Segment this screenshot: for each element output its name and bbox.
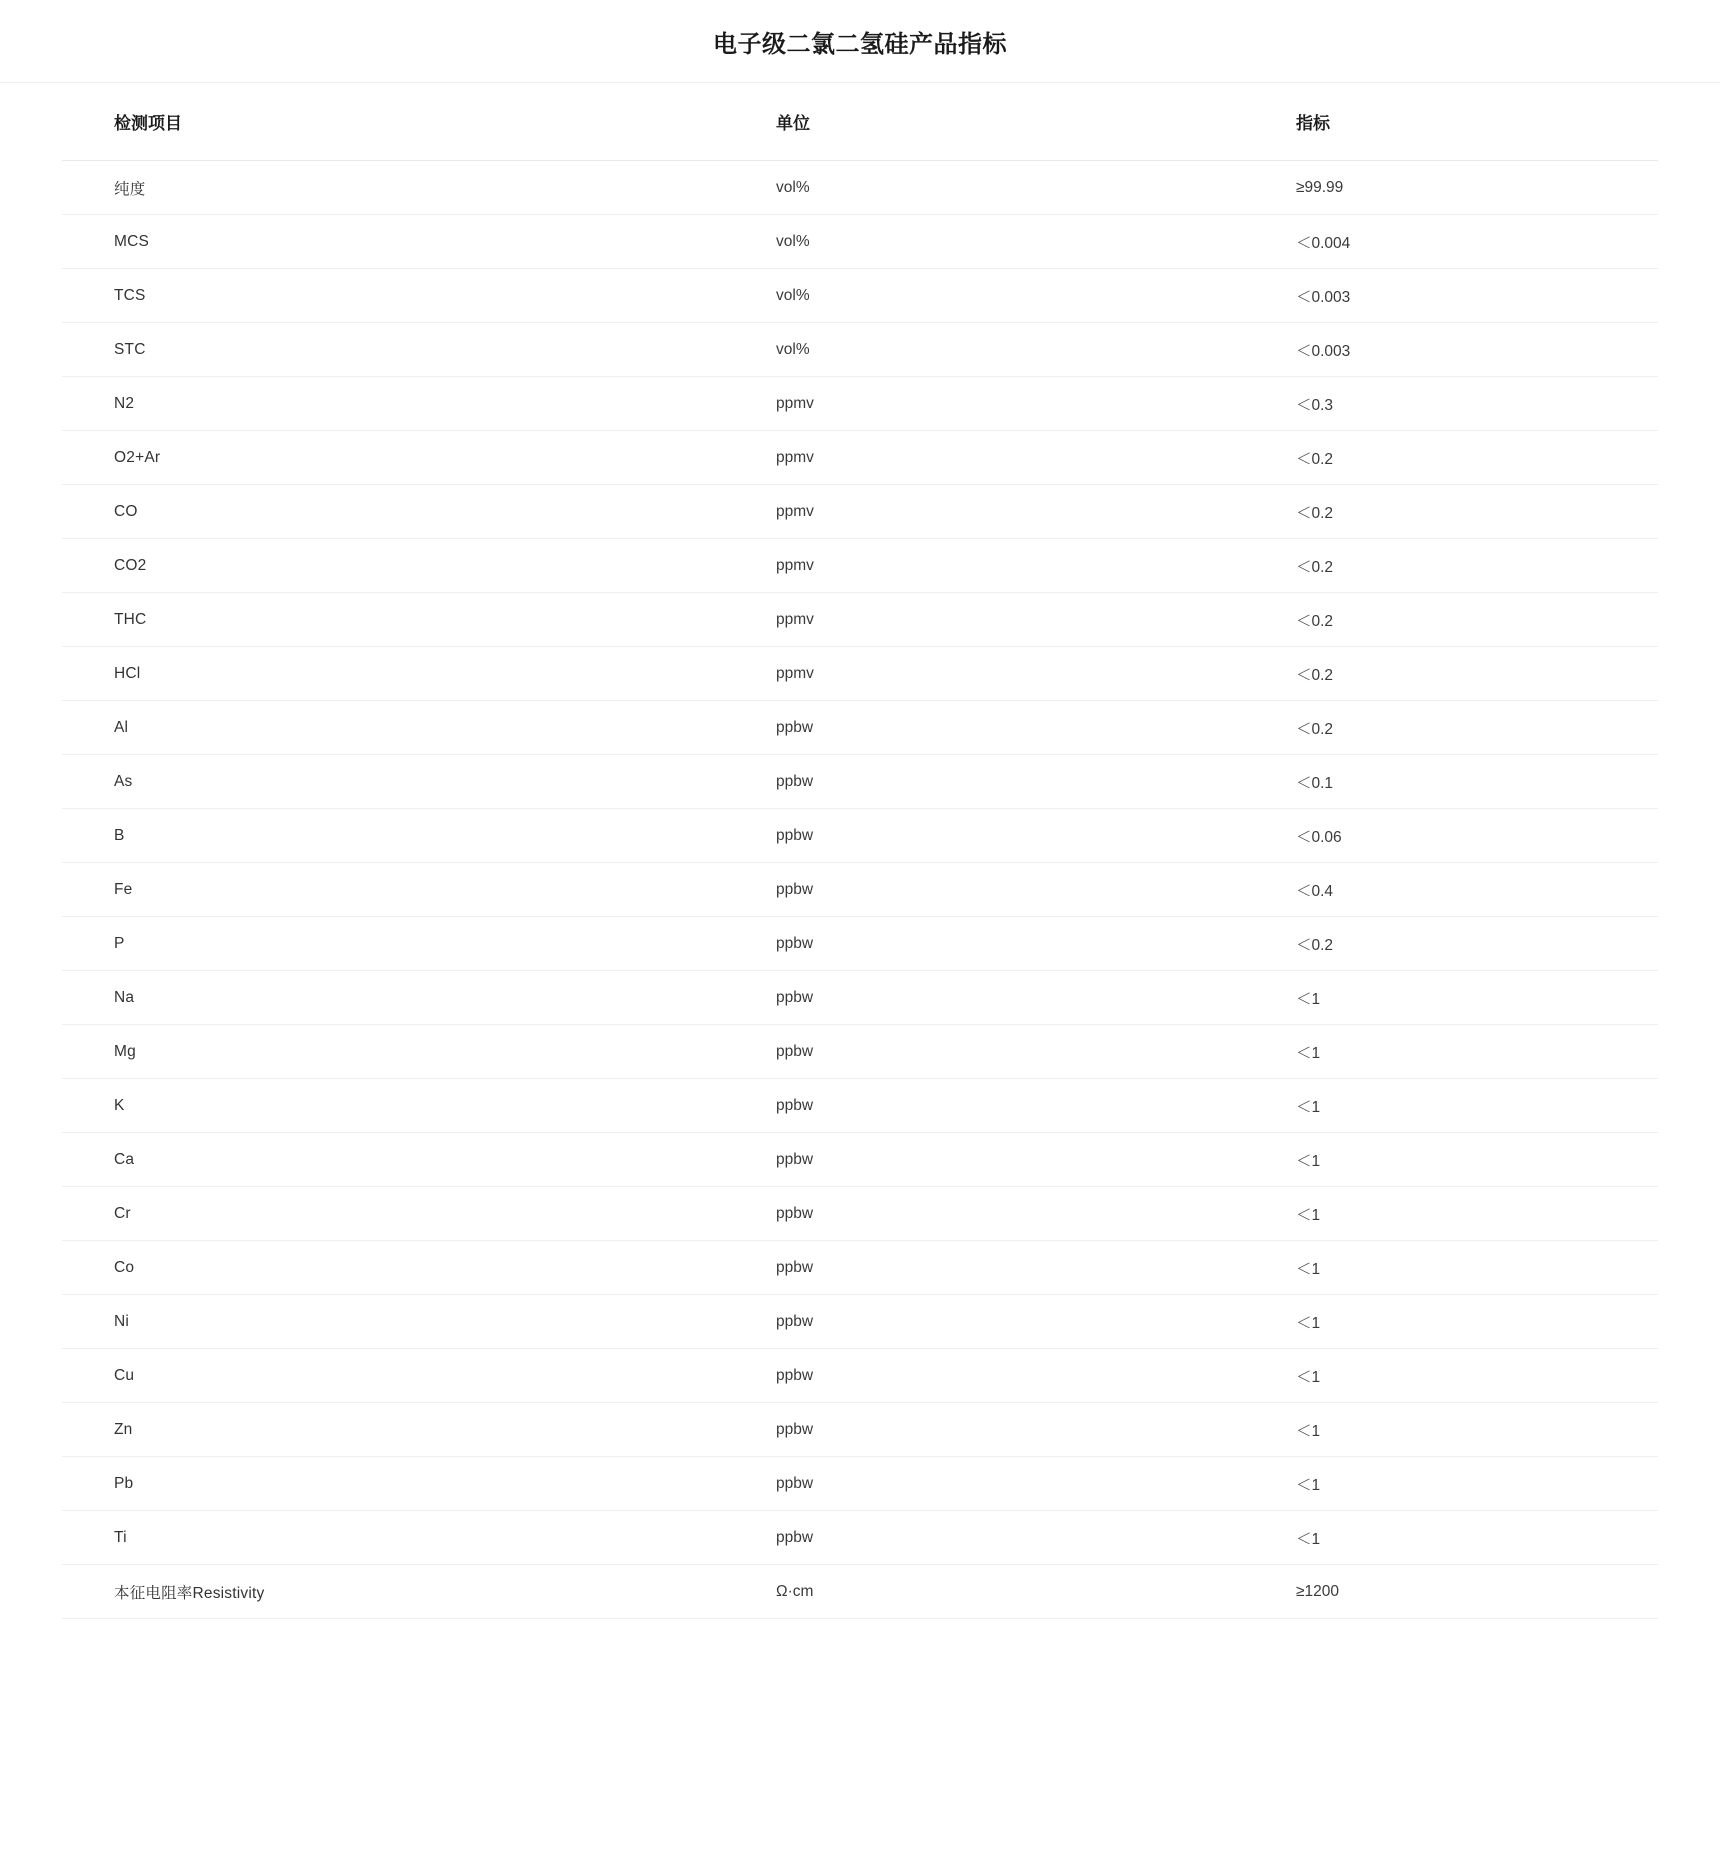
- cell-item: B: [62, 809, 774, 863]
- cell-spec: ＜0.3: [1294, 377, 1658, 431]
- cell-item: Co: [62, 1241, 774, 1295]
- cell-item: K: [62, 1079, 774, 1133]
- column-header-spec: 指标: [1294, 83, 1658, 161]
- table-row: [62, 377, 1658, 431]
- cell-item: Ca: [62, 1133, 774, 1187]
- table-row: [62, 1349, 1658, 1403]
- table-row: [62, 1025, 1658, 1079]
- cell-unit: ppbw: [774, 755, 1294, 809]
- cell-spec: ＜0.2: [1294, 431, 1658, 485]
- table-row: [62, 647, 1658, 701]
- table-row: [62, 1403, 1658, 1457]
- cell-spec: ＜0.2: [1294, 647, 1658, 701]
- table-row: [62, 863, 1658, 917]
- cell-spec: ＜1: [1294, 1349, 1658, 1403]
- cell-spec: ＜1: [1294, 971, 1658, 1025]
- cell-spec: ＜1: [1294, 1187, 1658, 1241]
- table-row: [62, 269, 1658, 323]
- cell-item: N2: [62, 377, 774, 431]
- cell-unit: vol%: [774, 215, 1294, 269]
- cell-item: CO: [62, 485, 774, 539]
- cell-spec: ＜1: [1294, 1241, 1658, 1295]
- cell-item: MCS: [62, 215, 774, 269]
- cell-unit: vol%: [774, 269, 1294, 323]
- cell-spec: ＜0.2: [1294, 701, 1658, 755]
- cell-unit: ppmv: [774, 485, 1294, 539]
- cell-item: Ni: [62, 1295, 774, 1349]
- cell-spec: ＜0.2: [1294, 539, 1658, 593]
- table-row: [62, 701, 1658, 755]
- cell-unit: vol%: [774, 323, 1294, 377]
- table-header: [62, 83, 1658, 161]
- table-row: [62, 917, 1658, 971]
- column-header-item: 检测项目: [62, 83, 774, 161]
- cell-spec: ＜1: [1294, 1403, 1658, 1457]
- cell-spec: ＜1: [1294, 1133, 1658, 1187]
- cell-spec: ＜0.2: [1294, 917, 1658, 971]
- table-row: [62, 1295, 1658, 1349]
- product-spec-table: [62, 83, 1658, 1619]
- cell-item: Na: [62, 971, 774, 1025]
- cell-unit: ppbw: [774, 1187, 1294, 1241]
- cell-item: As: [62, 755, 774, 809]
- cell-item: Fe: [62, 863, 774, 917]
- cell-spec: ＜0.06: [1294, 809, 1658, 863]
- cell-unit: ppmv: [774, 539, 1294, 593]
- table-header-row: [62, 83, 1658, 161]
- cell-unit: Ω·cm: [774, 1565, 1294, 1619]
- cell-item: Ti: [62, 1511, 774, 1565]
- table-row: [62, 809, 1658, 863]
- cell-unit: ppbw: [774, 1457, 1294, 1511]
- table-row: [62, 323, 1658, 377]
- cell-spec: ＜0.003: [1294, 323, 1658, 377]
- column-header-unit: 单位: [774, 83, 1294, 161]
- cell-item: 纯度: [62, 161, 774, 215]
- cell-unit: ppbw: [774, 1349, 1294, 1403]
- table-row: [62, 1565, 1658, 1619]
- cell-item: Cr: [62, 1187, 774, 1241]
- cell-item: Cu: [62, 1349, 774, 1403]
- table-row: [62, 215, 1658, 269]
- table-row: [62, 485, 1658, 539]
- cell-unit: ppbw: [774, 1025, 1294, 1079]
- table-row: [62, 593, 1658, 647]
- cell-unit: ppbw: [774, 1133, 1294, 1187]
- cell-item: Zn: [62, 1403, 774, 1457]
- cell-unit: ppmv: [774, 377, 1294, 431]
- cell-unit: ppbw: [774, 863, 1294, 917]
- table-row: [62, 431, 1658, 485]
- cell-unit: ppbw: [774, 1295, 1294, 1349]
- table-body: [62, 161, 1658, 1619]
- cell-item: CO2: [62, 539, 774, 593]
- cell-item: TCS: [62, 269, 774, 323]
- cell-unit: ppbw: [774, 1241, 1294, 1295]
- table-row: [62, 161, 1658, 215]
- spec-table-container: [0, 83, 1720, 1619]
- cell-item: STC: [62, 323, 774, 377]
- cell-item: Al: [62, 701, 774, 755]
- cell-spec: ＜1: [1294, 1511, 1658, 1565]
- cell-unit: ppmv: [774, 647, 1294, 701]
- cell-unit: ppbw: [774, 1079, 1294, 1133]
- cell-spec: ＜0.1: [1294, 755, 1658, 809]
- table-row: [62, 971, 1658, 1025]
- cell-spec: ＜0.2: [1294, 485, 1658, 539]
- cell-spec: ＜0.4: [1294, 863, 1658, 917]
- cell-unit: ppbw: [774, 1511, 1294, 1565]
- cell-unit: ppmv: [774, 431, 1294, 485]
- table-row: [62, 539, 1658, 593]
- page-bottom-spacer: [0, 1619, 1720, 1693]
- cell-unit: ppbw: [774, 809, 1294, 863]
- cell-spec: ＜0.003: [1294, 269, 1658, 323]
- cell-spec: ＜1: [1294, 1025, 1658, 1079]
- table-row: [62, 755, 1658, 809]
- page-title: 电子级二氯二氢硅产品指标: [713, 30, 1007, 58]
- table-row: [62, 1457, 1658, 1511]
- cell-unit: ppbw: [774, 971, 1294, 1025]
- cell-spec: ＜0.2: [1294, 593, 1658, 647]
- cell-spec: ≥1200: [1294, 1565, 1658, 1619]
- cell-unit: ppmv: [774, 593, 1294, 647]
- table-row: [62, 1079, 1658, 1133]
- cell-unit: vol%: [774, 161, 1294, 215]
- cell-item: O2+Ar: [62, 431, 774, 485]
- cell-spec: ＜0.004: [1294, 215, 1658, 269]
- cell-item: THC: [62, 593, 774, 647]
- cell-unit: ppbw: [774, 917, 1294, 971]
- cell-spec: ＜1: [1294, 1457, 1658, 1511]
- cell-item: Pb: [62, 1457, 774, 1511]
- table-row: [62, 1187, 1658, 1241]
- cell-spec: ＜1: [1294, 1079, 1658, 1133]
- table-row: [62, 1241, 1658, 1295]
- document-title-bar: [0, 0, 1720, 83]
- cell-item: P: [62, 917, 774, 971]
- cell-spec: ＜1: [1294, 1295, 1658, 1349]
- table-row: [62, 1133, 1658, 1187]
- cell-item: 本征电阻率Resistivity: [62, 1565, 774, 1619]
- cell-spec: ≥99.99: [1294, 161, 1658, 215]
- cell-unit: ppbw: [774, 1403, 1294, 1457]
- cell-item: HCl: [62, 647, 774, 701]
- table-row: [62, 1511, 1658, 1565]
- cell-item: Mg: [62, 1025, 774, 1079]
- cell-unit: ppbw: [774, 701, 1294, 755]
